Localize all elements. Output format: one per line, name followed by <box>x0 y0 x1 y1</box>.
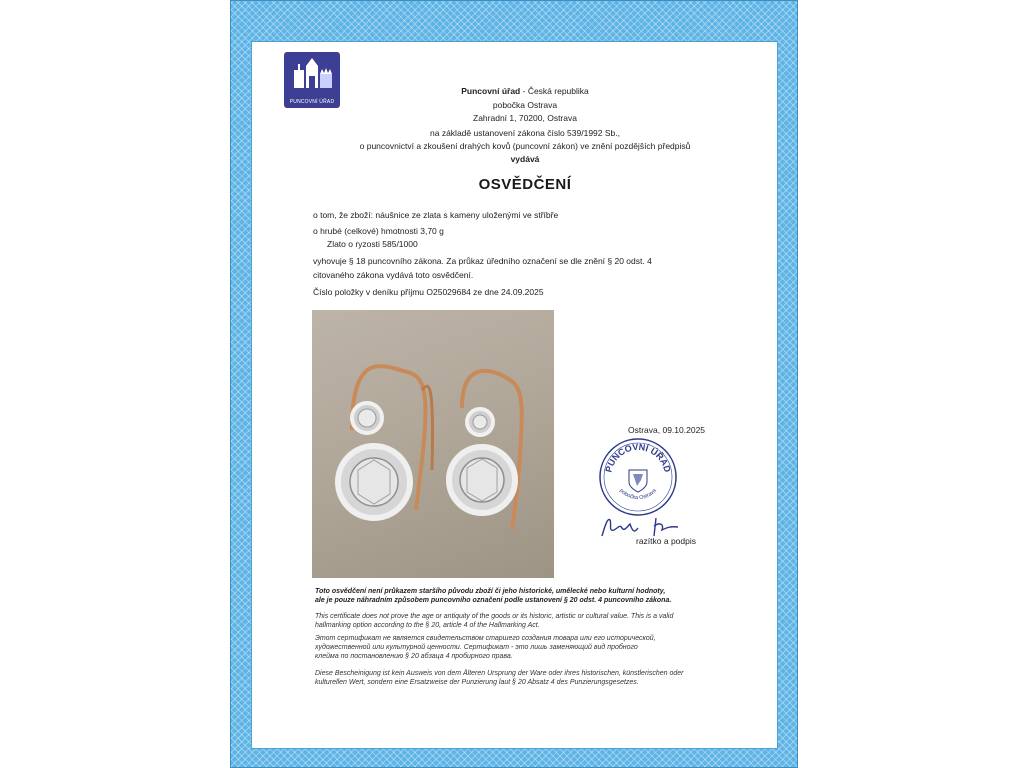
place-and-date: Ostrava, 09.10.2025 <box>628 425 706 435</box>
disclaimer-ru-1: Этот сертификат не является свидетельством старшего создания товара или его исторической, <box>315 635 656 642</box>
item-number: Číslo položky v deníku příjmu O25029684 ze dne 24.09.2025 <box>313 287 544 297</box>
disclaimer-ru-2: художественной или культурной ценности. Сертификат - это лишь заменяющий вид пробного <box>315 644 638 651</box>
earrings-photo <box>312 310 554 578</box>
compliance-line-2: citovaného zákona vydává toto osvědčení. <box>313 270 474 280</box>
disclaimer-de-1: Diese Bescheinigung ist kein Ausweis von dem Älteren Ursprung der Ware oder ihres historischen, künstlerischen oder <box>315 670 684 677</box>
office-name: Puncovní úřad - Česká republika <box>461 86 589 96</box>
official-stamp <box>597 436 679 518</box>
law-line-2: o puncovnictví a zkoušení drahých kovů (puncovní zákon) ve znění pozdějších předpisů <box>359 141 691 151</box>
disclaimer-ru-3: клейма по постановлению § 20 абзаца 4 пробирного права. <box>315 653 513 660</box>
gold-purity: Zlato o ryzosti 585/1000 <box>327 239 418 249</box>
disclaimer-en-2: hallmarking option according to the § 20, article 4 of the Hallmarking Act. <box>315 622 540 629</box>
disclaimer-de-2: kulturellen Wert, sondern eine Ersatzweise der Punzierung laut § 20 Absatz 4 des Punzierungsgesetzes. <box>315 679 639 686</box>
stamp-bottom-text: pobočka Ostrava <box>618 487 658 502</box>
law-line-1: na základě ustanovení zákona číslo 539/1992 Sb., <box>430 128 620 138</box>
logo-text: PUNCOVNÍ ÚŘAD <box>289 99 335 105</box>
branch-name: pobočka Ostrava <box>492 100 558 110</box>
goods-description: o tom, že zboží: náušnice ze zlata s kameny uloženými ve stříbře <box>313 210 559 220</box>
stamp-top-text: PUNCOVNÍ ÚŘAD <box>603 441 673 474</box>
svg-text:pobočka Ostrava <box>618 487 658 501</box>
issues-label: vydává <box>510 154 540 164</box>
disclaimer-cz-1: Toto osvědčení není průkazem staršího původu zboží či jeho historické, umělecké nebo kulturní hodnoty, <box>315 588 666 595</box>
disclaimer-cz-2: ale je pouze náhradním způsobem puncovního označení podle ustanovení § 20 odst. 4 puncovního zákona. <box>315 597 672 604</box>
gross-weight: o hrubé (celkové) hmotnosti 3,70 g <box>313 226 444 236</box>
compliance-line-1: vyhovuje § 18 puncovního zákona. Za průkaz úředního označení se dle znění § 20 odst. 4 <box>313 256 652 266</box>
disclaimer-en-1: This certificate does not prove the age or antiquity of the goods or its historic, artistic or cultural value. This is a valid <box>315 613 674 620</box>
stamp-signature-caption: razítko a podpis <box>636 536 697 546</box>
office-address: Zahradní 1, 70200, Ostrava <box>473 113 577 123</box>
certificate-title: OSVĚDČENÍ <box>478 176 572 193</box>
svg-text:PUNCOVNÍ ÚŘAD <box>603 442 672 474</box>
